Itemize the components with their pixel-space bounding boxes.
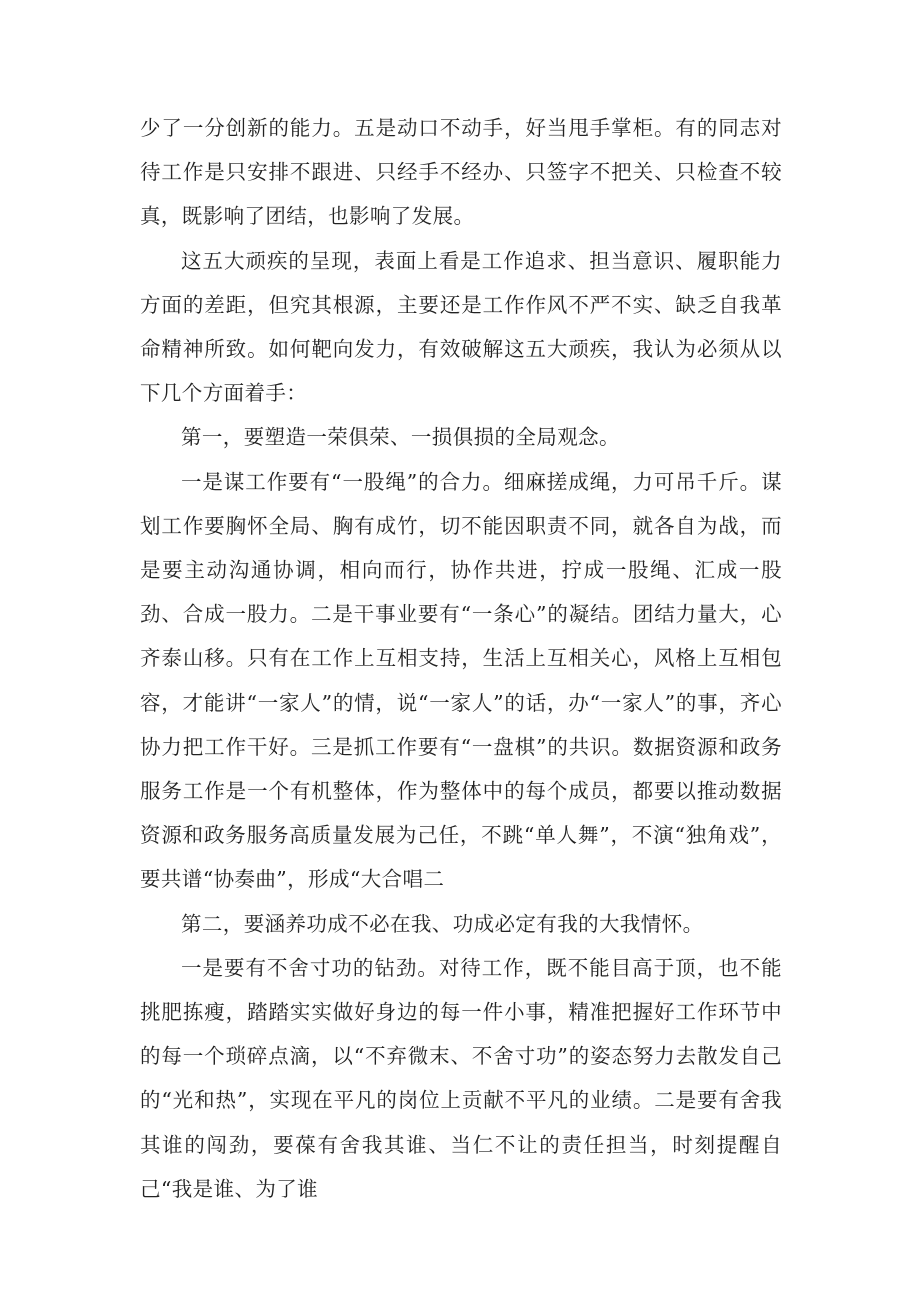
paragraph-3: 一是谋工作要有“一股绳”的合力。细麻搓成绳，力可吊千斤。谋划工作要胸怀全局、胸有成竹，切不能因职责不同，就各自为战，而是要主动沟通协调，相向而行，协作共进，拧成一股绳、汇成一股劲、合成一股力。二是干事业要有“一条心”的凝结。团结力量大，心齐泰山移。只有在工作上互相支持，生活上互相关心，风格上互相包容，才能讲“一家人”的情，说“一家人”的话，办“一家人”的事，齐心协力把工作干好。三是抓工作要有“一盘棋”的共识。数据资源和政务服务工作是一个有机整体，作为整体中的每个成员，都要以推动数据资源和政务服务高质量发展为己任，不跳“单人舞”，不演“独角戏”，要共谱“协奏曲”，形成“大合唱二	[140, 469, 782, 892]
document-body	[140, 106, 782, 1211]
section-heading-2: 第二，要涵养功成不必在我、功成必定有我的大我情怀。	[181, 911, 704, 936]
paragraph-1: 少了一分创新的能力。五是动口不动手，好当甩手掌柜。有的同志对待工作是只安排不跟进、只经手不经办、只签字不把关、只检查不较真，既影响了团结，也影响了发展。	[140, 116, 782, 229]
paragraph-2: 这五大顽疾的呈现，表面上看是工作追求、担当意识、履职能力方面的差距，但究其根源，主要还是工作作风不严不实、缺乏自我革命精神所致。如何靶向发力，有效破解这五大顽疾，我认为必须从以下几个方面着手：	[140, 248, 782, 406]
section-heading-1: 第一，要塑造一荣俱荣、一损俱损的全局观念。	[181, 425, 620, 450]
paragraph-4: 一是要有不舍寸功的钻劲。对待工作，既不能目高于顶，也不能挑肥拣瘦，踏踏实实做好身边的每一件小事，精准把握好工作环节中的每一个琐碎点滴，以“不弃微末、不舍寸功”的姿态努力去散发自己的“光和热”，实现在平凡的岗位上贡献不平凡的业绩。二是要有舍我其谁的闯劲，要葆有舍我其谁、当仁不让的责任担当，时刻提醒自己“我是谁、为了谁	[140, 955, 782, 1201]
